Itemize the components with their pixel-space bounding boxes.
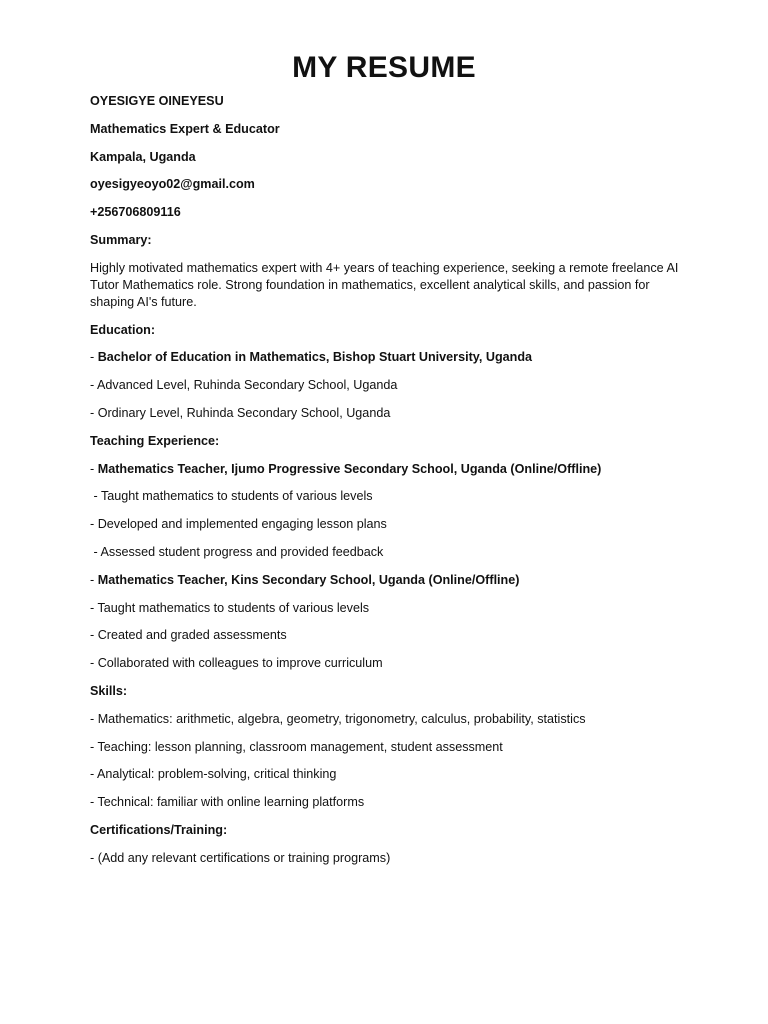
job-title-text: Mathematics Teacher, Kins Secondary School, Uganda (Online/Offline) xyxy=(97,572,520,587)
skill-item: - Analytical: problem-solving, critical thinking xyxy=(90,767,337,782)
job-duty: - Taught mathematics to students of various levels xyxy=(90,489,373,504)
job-title xyxy=(90,572,680,589)
skill-item: - Mathematics: arithmetic, algebra, geometry, trigonometry, calculus, probability, statistics xyxy=(90,711,586,726)
job-duty: - Assessed student progress and provided feedback xyxy=(90,544,384,559)
job-title-prefix: - xyxy=(90,572,98,587)
education-item xyxy=(90,349,680,366)
education-item: - Ordinary Level, Ruhinda Secondary School, Uganda xyxy=(90,405,391,420)
skill-item: - Teaching: lesson planning, classroom management, student assessment xyxy=(90,739,503,754)
certifications-heading: Certifications/Training: xyxy=(90,822,228,837)
experience-heading: Teaching Experience: xyxy=(90,433,220,448)
education-item-prefix: - xyxy=(90,350,98,365)
certification-item: - (Add any relevant certifications or training programs) xyxy=(90,850,391,865)
job-title xyxy=(90,461,680,478)
job-title-prefix: - xyxy=(90,461,98,476)
job-duty: - Taught mathematics to students of various levels xyxy=(90,600,370,615)
job-duty: - Developed and implemented engaging lesson plans xyxy=(90,517,387,532)
summary-text: Highly motivated mathematics expert with 4+ years of teaching experience, seeking a remote freelance AI Tutor Mathematics role. Strong foundation in mathematics, excellent analytical skills, and passion for shaping AI's future. xyxy=(90,260,679,309)
skills-heading: Skills: xyxy=(90,683,128,698)
candidate-name: OYESIGYE OINEYESU xyxy=(90,94,224,108)
education-heading: Education: xyxy=(90,322,156,337)
skill-item: - Technical: familiar with online learning platforms xyxy=(90,795,365,810)
education-item-degree: Bachelor of Education in Mathematics, Bishop Stuart University, Uganda xyxy=(97,350,533,365)
candidate-location: Kampala, Uganda xyxy=(90,149,196,164)
job-duty: - Created and graded assessments xyxy=(90,628,287,643)
candidate-role: Mathematics Expert & Educator xyxy=(90,121,280,136)
education-item: - Advanced Level, Ruhinda Secondary School, Uganda xyxy=(90,378,398,393)
resume-body xyxy=(90,93,680,878)
candidate-phone: +256706809116 xyxy=(90,205,181,220)
page-title: MY RESUME xyxy=(292,51,476,84)
job-title-text: Mathematics Teacher, Ijumo Progressive Secondary School, Uganda (Online/Offline) xyxy=(97,461,602,476)
candidate-email: oyesigyeoyo02@gmail.com xyxy=(90,177,255,192)
summary-heading: Summary: xyxy=(90,232,152,247)
job-duty: - Collaborated with colleagues to improve curriculum xyxy=(90,656,383,671)
